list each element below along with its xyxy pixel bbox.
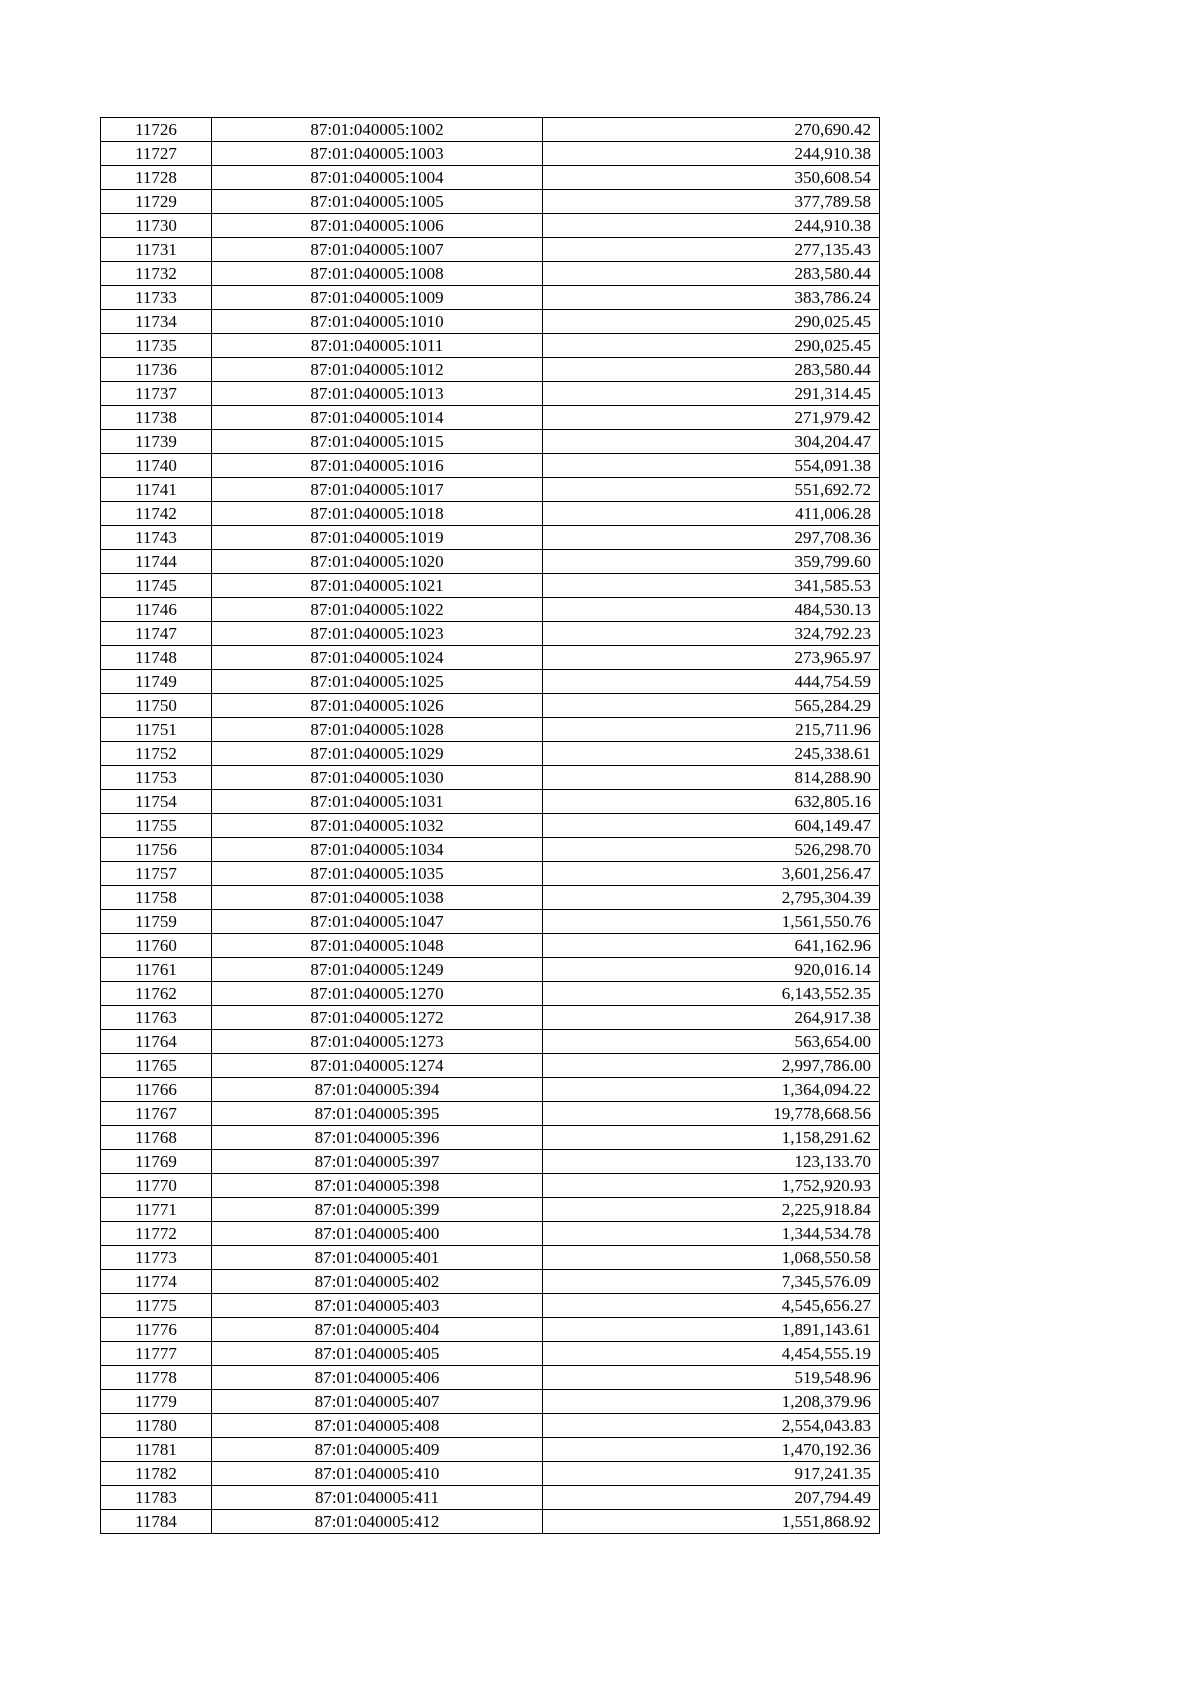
table-row — [101, 886, 880, 910]
table-row — [101, 334, 880, 358]
cadastral-number-cell: 87:01:040005:1012 — [212, 358, 543, 382]
cadastral-value-cell: 1,551,868.92 — [543, 1510, 880, 1534]
cadastral-number-cell: 87:01:040005:407 — [212, 1390, 543, 1414]
table-row — [101, 982, 880, 1006]
cadastral-number-cell: 87:01:040005:1023 — [212, 622, 543, 646]
table-row — [101, 670, 880, 694]
cadastral-value-table — [100, 117, 880, 1534]
row-number-cell: 11755 — [101, 814, 212, 838]
cadastral-number-cell: 87:01:040005:1004 — [212, 166, 543, 190]
cadastral-number-cell: 87:01:040005:1014 — [212, 406, 543, 430]
cadastral-number-cell: 87:01:040005:1025 — [212, 670, 543, 694]
cadastral-value-cell: 604,149.47 — [543, 814, 880, 838]
row-number-cell: 11746 — [101, 598, 212, 622]
cadastral-value-cell: 244,910.38 — [543, 214, 880, 238]
cadastral-value-cell: 350,608.54 — [543, 166, 880, 190]
cadastral-value-cell: 359,799.60 — [543, 550, 880, 574]
table-row — [101, 1078, 880, 1102]
cadastral-value-cell: 554,091.38 — [543, 454, 880, 478]
cadastral-value-cell: 207,794.49 — [543, 1486, 880, 1510]
cadastral-number-cell: 87:01:040005:1013 — [212, 382, 543, 406]
row-number-cell: 11744 — [101, 550, 212, 574]
cadastral-number-cell: 87:01:040005:1249 — [212, 958, 543, 982]
table-row — [101, 166, 880, 190]
row-number-cell: 11778 — [101, 1366, 212, 1390]
cadastral-value-cell: 290,025.45 — [543, 310, 880, 334]
cadastral-number-cell: 87:01:040005:1006 — [212, 214, 543, 238]
table-row — [101, 1318, 880, 1342]
row-number-cell: 11768 — [101, 1126, 212, 1150]
cadastral-number-cell: 87:01:040005:399 — [212, 1198, 543, 1222]
row-number-cell: 11747 — [101, 622, 212, 646]
cadastral-value-cell: 814,288.90 — [543, 766, 880, 790]
cadastral-value-cell: 245,338.61 — [543, 742, 880, 766]
cadastral-number-cell: 87:01:040005:1029 — [212, 742, 543, 766]
row-number-cell: 11776 — [101, 1318, 212, 1342]
cadastral-value-cell: 1,208,379.96 — [543, 1390, 880, 1414]
table-row — [101, 598, 880, 622]
cadastral-number-cell: 87:01:040005:402 — [212, 1270, 543, 1294]
row-number-cell: 11742 — [101, 502, 212, 526]
cadastral-value-cell: 632,805.16 — [543, 790, 880, 814]
table-row — [101, 1054, 880, 1078]
cadastral-value-cell: 244,910.38 — [543, 142, 880, 166]
cadastral-number-cell: 87:01:040005:1018 — [212, 502, 543, 526]
table-row — [101, 502, 880, 526]
row-number-cell: 11756 — [101, 838, 212, 862]
cadastral-value-cell: 123,133.70 — [543, 1150, 880, 1174]
cadastral-number-cell: 87:01:040005:1031 — [212, 790, 543, 814]
cadastral-number-cell: 87:01:040005:408 — [212, 1414, 543, 1438]
row-number-cell: 11732 — [101, 262, 212, 286]
cadastral-value-cell: 1,068,550.58 — [543, 1246, 880, 1270]
cadastral-number-cell: 87:01:040005:401 — [212, 1246, 543, 1270]
row-number-cell: 11762 — [101, 982, 212, 1006]
table-row — [101, 1294, 880, 1318]
row-number-cell: 11775 — [101, 1294, 212, 1318]
cadastral-value-cell: 920,016.14 — [543, 958, 880, 982]
table-body — [101, 118, 880, 1534]
table-row — [101, 1486, 880, 1510]
cadastral-number-cell: 87:01:040005:396 — [212, 1126, 543, 1150]
row-number-cell: 11735 — [101, 334, 212, 358]
row-number-cell: 11727 — [101, 142, 212, 166]
cadastral-value-cell: 383,786.24 — [543, 286, 880, 310]
table-row — [101, 526, 880, 550]
row-number-cell: 11780 — [101, 1414, 212, 1438]
table-row — [101, 1102, 880, 1126]
cadastral-value-cell: 1,891,143.61 — [543, 1318, 880, 1342]
cadastral-number-cell: 87:01:040005:1024 — [212, 646, 543, 670]
row-number-cell: 11748 — [101, 646, 212, 670]
cadastral-value-cell: 917,241.35 — [543, 1462, 880, 1486]
row-number-cell: 11777 — [101, 1342, 212, 1366]
row-number-cell: 11738 — [101, 406, 212, 430]
cadastral-value-cell: 444,754.59 — [543, 670, 880, 694]
row-number-cell: 11737 — [101, 382, 212, 406]
row-number-cell: 11773 — [101, 1246, 212, 1270]
table-row — [101, 862, 880, 886]
table-row — [101, 478, 880, 502]
cadastral-value-cell: 519,548.96 — [543, 1366, 880, 1390]
table-row — [101, 1126, 880, 1150]
table-row — [101, 454, 880, 478]
cadastral-number-cell: 87:01:040005:1002 — [212, 118, 543, 142]
row-number-cell: 11760 — [101, 934, 212, 958]
row-number-cell: 11739 — [101, 430, 212, 454]
row-number-cell: 11731 — [101, 238, 212, 262]
cadastral-number-cell: 87:01:040005:1011 — [212, 334, 543, 358]
row-number-cell: 11774 — [101, 1270, 212, 1294]
cadastral-number-cell: 87:01:040005:394 — [212, 1078, 543, 1102]
cadastral-value-cell: 4,454,555.19 — [543, 1342, 880, 1366]
cadastral-number-cell: 87:01:040005:1010 — [212, 310, 543, 334]
cadastral-value-cell: 264,917.38 — [543, 1006, 880, 1030]
table-row — [101, 814, 880, 838]
cadastral-number-cell: 87:01:040005:1034 — [212, 838, 543, 862]
table-row — [101, 1174, 880, 1198]
cadastral-value-cell: 297,708.36 — [543, 526, 880, 550]
table-row — [101, 694, 880, 718]
table-row — [101, 958, 880, 982]
cadastral-number-cell: 87:01:040005:410 — [212, 1462, 543, 1486]
cadastral-value-cell: 290,025.45 — [543, 334, 880, 358]
row-number-cell: 11758 — [101, 886, 212, 910]
table-row — [101, 1510, 880, 1534]
cadastral-number-cell: 87:01:040005:1022 — [212, 598, 543, 622]
row-number-cell: 11741 — [101, 478, 212, 502]
row-number-cell: 11728 — [101, 166, 212, 190]
row-number-cell: 11763 — [101, 1006, 212, 1030]
row-number-cell: 11754 — [101, 790, 212, 814]
cadastral-number-cell: 87:01:040005:406 — [212, 1366, 543, 1390]
row-number-cell: 11764 — [101, 1030, 212, 1054]
cadastral-value-cell: 304,204.47 — [543, 430, 880, 454]
table-row — [101, 742, 880, 766]
row-number-cell: 11745 — [101, 574, 212, 598]
cadastral-value-cell: 1,344,534.78 — [543, 1222, 880, 1246]
cadastral-number-cell: 87:01:040005:1030 — [212, 766, 543, 790]
cadastral-value-cell: 215,711.96 — [543, 718, 880, 742]
table-row — [101, 358, 880, 382]
cadastral-value-cell: 277,135.43 — [543, 238, 880, 262]
row-number-cell: 11771 — [101, 1198, 212, 1222]
cadastral-value-cell: 283,580.44 — [543, 262, 880, 286]
row-number-cell: 11757 — [101, 862, 212, 886]
table-row — [101, 262, 880, 286]
table-row — [101, 1438, 880, 1462]
row-number-cell: 11743 — [101, 526, 212, 550]
row-number-cell: 11779 — [101, 1390, 212, 1414]
row-number-cell: 11783 — [101, 1486, 212, 1510]
cadastral-value-cell: 324,792.23 — [543, 622, 880, 646]
cadastral-number-cell: 87:01:040005:1274 — [212, 1054, 543, 1078]
cadastral-value-cell: 2,225,918.84 — [543, 1198, 880, 1222]
cadastral-value-cell: 2,997,786.00 — [543, 1054, 880, 1078]
cadastral-value-cell: 377,789.58 — [543, 190, 880, 214]
table-row — [101, 1462, 880, 1486]
table-row — [101, 238, 880, 262]
table-row — [101, 286, 880, 310]
cadastral-number-cell: 87:01:040005:1008 — [212, 262, 543, 286]
table-row — [101, 1030, 880, 1054]
cadastral-value-cell: 526,298.70 — [543, 838, 880, 862]
table-row — [101, 382, 880, 406]
cadastral-number-cell: 87:01:040005:395 — [212, 1102, 543, 1126]
table-row — [101, 1198, 880, 1222]
table-row — [101, 1222, 880, 1246]
cadastral-value-cell: 19,778,668.56 — [543, 1102, 880, 1126]
table-row — [101, 1246, 880, 1270]
cadastral-number-cell: 87:01:040005:398 — [212, 1174, 543, 1198]
table-row — [101, 1342, 880, 1366]
cadastral-number-cell: 87:01:040005:1273 — [212, 1030, 543, 1054]
cadastral-number-cell: 87:01:040005:1270 — [212, 982, 543, 1006]
cadastral-value-cell: 411,006.28 — [543, 502, 880, 526]
cadastral-number-cell: 87:01:040005:404 — [212, 1318, 543, 1342]
table-row — [101, 190, 880, 214]
cadastral-value-cell: 273,965.97 — [543, 646, 880, 670]
cadastral-number-cell: 87:01:040005:1003 — [212, 142, 543, 166]
cadastral-value-cell: 4,545,656.27 — [543, 1294, 880, 1318]
table-row — [101, 406, 880, 430]
row-number-cell: 11765 — [101, 1054, 212, 1078]
table-row — [101, 1150, 880, 1174]
row-number-cell: 11729 — [101, 190, 212, 214]
cadastral-value-cell: 341,585.53 — [543, 574, 880, 598]
row-number-cell: 11734 — [101, 310, 212, 334]
table-row — [101, 310, 880, 334]
row-number-cell: 11772 — [101, 1222, 212, 1246]
cadastral-number-cell: 87:01:040005:412 — [212, 1510, 543, 1534]
table-row — [101, 214, 880, 238]
row-number-cell: 11781 — [101, 1438, 212, 1462]
cadastral-value-cell: 1,752,920.93 — [543, 1174, 880, 1198]
cadastral-number-cell: 87:01:040005:1028 — [212, 718, 543, 742]
table-row — [101, 790, 880, 814]
cadastral-value-cell: 7,345,576.09 — [543, 1270, 880, 1294]
cadastral-value-cell: 641,162.96 — [543, 934, 880, 958]
table-row — [101, 1270, 880, 1294]
cadastral-value-cell: 1,158,291.62 — [543, 1126, 880, 1150]
cadastral-value-cell: 3,601,256.47 — [543, 862, 880, 886]
cadastral-value-cell: 270,690.42 — [543, 118, 880, 142]
row-number-cell: 11749 — [101, 670, 212, 694]
cadastral-number-cell: 87:01:040005:1047 — [212, 910, 543, 934]
table-row — [101, 142, 880, 166]
table-row — [101, 934, 880, 958]
table-row — [101, 1366, 880, 1390]
table-row — [101, 118, 880, 142]
cadastral-value-cell: 271,979.42 — [543, 406, 880, 430]
table-row — [101, 910, 880, 934]
row-number-cell: 11753 — [101, 766, 212, 790]
cadastral-number-cell: 87:01:040005:403 — [212, 1294, 543, 1318]
cadastral-value-cell: 6,143,552.35 — [543, 982, 880, 1006]
cadastral-number-cell: 87:01:040005:1019 — [212, 526, 543, 550]
cadastral-number-cell: 87:01:040005:1048 — [212, 934, 543, 958]
row-number-cell: 11751 — [101, 718, 212, 742]
row-number-cell: 11784 — [101, 1510, 212, 1534]
cadastral-number-cell: 87:01:040005:1015 — [212, 430, 543, 454]
cadastral-value-cell: 1,561,550.76 — [543, 910, 880, 934]
table-row — [101, 622, 880, 646]
cadastral-value-cell: 551,692.72 — [543, 478, 880, 502]
table-row — [101, 718, 880, 742]
cadastral-number-cell: 87:01:040005:409 — [212, 1438, 543, 1462]
cadastral-number-cell: 87:01:040005:1017 — [212, 478, 543, 502]
table-row — [101, 1414, 880, 1438]
cadastral-number-cell: 87:01:040005:411 — [212, 1486, 543, 1510]
row-number-cell: 11769 — [101, 1150, 212, 1174]
table-row — [101, 574, 880, 598]
cadastral-value-cell: 1,364,094.22 — [543, 1078, 880, 1102]
cadastral-number-cell: 87:01:040005:1007 — [212, 238, 543, 262]
table-row — [101, 1006, 880, 1030]
row-number-cell: 11730 — [101, 214, 212, 238]
cadastral-number-cell: 87:01:040005:1021 — [212, 574, 543, 598]
cadastral-value-cell: 2,795,304.39 — [543, 886, 880, 910]
row-number-cell: 11782 — [101, 1462, 212, 1486]
cadastral-value-cell: 484,530.13 — [543, 598, 880, 622]
cadastral-number-cell: 87:01:040005:1272 — [212, 1006, 543, 1030]
row-number-cell: 11767 — [101, 1102, 212, 1126]
cadastral-number-cell: 87:01:040005:1005 — [212, 190, 543, 214]
table-row — [101, 646, 880, 670]
table-row — [101, 838, 880, 862]
row-number-cell: 11736 — [101, 358, 212, 382]
cadastral-number-cell: 87:01:040005:397 — [212, 1150, 543, 1174]
cadastral-number-cell: 87:01:040005:1016 — [212, 454, 543, 478]
table-row — [101, 550, 880, 574]
row-number-cell: 11740 — [101, 454, 212, 478]
row-number-cell: 11726 — [101, 118, 212, 142]
table-row — [101, 1390, 880, 1414]
row-number-cell: 11750 — [101, 694, 212, 718]
cadastral-number-cell: 87:01:040005:405 — [212, 1342, 543, 1366]
cadastral-value-cell: 2,554,043.83 — [543, 1414, 880, 1438]
table-row — [101, 766, 880, 790]
row-number-cell: 11733 — [101, 286, 212, 310]
cadastral-number-cell: 87:01:040005:1038 — [212, 886, 543, 910]
cadastral-value-cell: 565,284.29 — [543, 694, 880, 718]
cadastral-number-cell: 87:01:040005:1026 — [212, 694, 543, 718]
table-row — [101, 430, 880, 454]
cadastral-value-cell: 283,580.44 — [543, 358, 880, 382]
row-number-cell: 11752 — [101, 742, 212, 766]
cadastral-number-cell: 87:01:040005:1020 — [212, 550, 543, 574]
cadastral-value-cell: 291,314.45 — [543, 382, 880, 406]
cadastral-value-cell: 1,470,192.36 — [543, 1438, 880, 1462]
row-number-cell: 11759 — [101, 910, 212, 934]
row-number-cell: 11770 — [101, 1174, 212, 1198]
cadastral-number-cell: 87:01:040005:1035 — [212, 862, 543, 886]
row-number-cell: 11761 — [101, 958, 212, 982]
cadastral-number-cell: 87:01:040005:1032 — [212, 814, 543, 838]
cadastral-number-cell: 87:01:040005:1009 — [212, 286, 543, 310]
row-number-cell: 11766 — [101, 1078, 212, 1102]
cadastral-number-cell: 87:01:040005:400 — [212, 1222, 543, 1246]
cadastral-value-cell: 563,654.00 — [543, 1030, 880, 1054]
